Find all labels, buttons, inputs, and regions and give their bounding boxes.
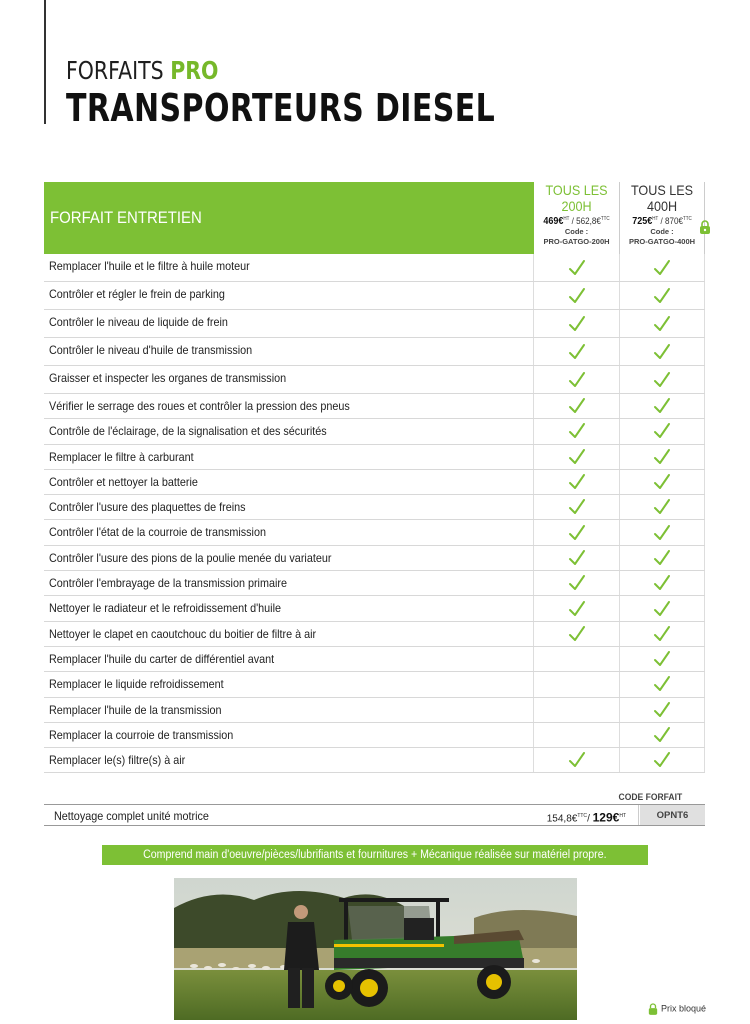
table-row <box>44 495 705 520</box>
lock-icon <box>648 1003 658 1015</box>
cell-400h <box>620 748 705 772</box>
table-row <box>44 698 705 723</box>
table-row <box>44 338 705 366</box>
cell-200h <box>534 622 620 646</box>
table-row <box>44 596 705 621</box>
cell-200h <box>534 338 620 365</box>
check-icon <box>653 448 671 466</box>
cell-200h <box>534 310 620 337</box>
utility-vehicle-photo <box>174 878 577 1020</box>
check-icon <box>568 397 586 415</box>
table-row <box>44 419 705 444</box>
check-icon <box>568 751 586 769</box>
row-label: Remplacer le filtre à carburant <box>44 445 534 469</box>
maintenance-table <box>44 182 705 773</box>
table-row <box>44 310 705 338</box>
column-interval: 400H <box>646 198 678 214</box>
cell-400h <box>620 495 705 519</box>
check-icon <box>653 549 671 567</box>
check-icon <box>653 726 671 744</box>
cell-200h <box>534 546 620 570</box>
check-icon <box>568 549 586 567</box>
check-icon <box>653 287 671 305</box>
header-accent-bar <box>44 0 46 124</box>
cell-200h <box>534 647 620 671</box>
row-label: Contrôler le niveau d'huile de transmission <box>44 338 534 365</box>
check-icon <box>568 448 586 466</box>
check-icon <box>653 343 671 361</box>
row-label: Contrôler l'usure des pions de la poulie menée du variateur <box>44 546 534 570</box>
check-icon <box>568 371 586 389</box>
cell-400h <box>620 366 705 393</box>
table-row <box>44 723 705 748</box>
cell-200h <box>534 445 620 469</box>
prix-bloque-label: Prix bloqué <box>661 1003 707 1014</box>
cell-200h <box>534 596 620 620</box>
section-header <box>44 182 534 254</box>
column-400h <box>620 182 705 254</box>
row-label: Remplacer l'huile de la transmission <box>44 698 534 722</box>
cell-200h <box>534 366 620 393</box>
cell-400h <box>620 470 705 494</box>
table-row <box>44 622 705 647</box>
column-code: PRO-GATGO-400H <box>628 237 696 246</box>
table-row <box>44 546 705 571</box>
row-label: Remplacer l'huile du carter de différentiel avant <box>44 647 534 671</box>
cell-400h <box>620 546 705 570</box>
check-icon <box>568 498 586 516</box>
cell-200h <box>534 672 620 696</box>
code-label: Code : <box>564 227 589 236</box>
column-interval: 200H <box>561 198 592 214</box>
table-row <box>44 520 705 545</box>
check-icon <box>653 600 671 618</box>
column-title: TOUS LES <box>630 182 694 198</box>
table-row <box>44 672 705 697</box>
cell-200h <box>534 571 620 595</box>
check-icon <box>568 287 586 305</box>
check-icon <box>568 422 586 440</box>
cell-200h <box>534 470 620 494</box>
check-icon <box>653 625 671 643</box>
extra-service-price: 154,8€$^{TTC}$/ 129€$^{HT}$ <box>484 805 639 825</box>
check-icon <box>653 524 671 542</box>
cell-200h <box>534 394 620 418</box>
check-icon <box>653 574 671 592</box>
check-icon <box>653 259 671 277</box>
table-row <box>44 394 705 419</box>
check-icon <box>653 315 671 333</box>
row-label: Graisser et inspecter les organes de transmission <box>44 366 534 393</box>
cell-400h <box>620 672 705 696</box>
cell-200h <box>534 748 620 772</box>
cell-200h <box>534 495 620 519</box>
cell-400h <box>620 596 705 620</box>
cell-200h <box>534 282 620 309</box>
cell-400h <box>620 445 705 469</box>
check-icon <box>653 371 671 389</box>
cell-200h <box>534 254 620 281</box>
check-icon <box>653 498 671 516</box>
lock-icon <box>699 220 711 234</box>
table-row <box>44 445 705 470</box>
row-label: Contrôler l'embrayage de la transmission primaire <box>44 571 534 595</box>
code-forfait-header: CODE FORFAIT <box>618 792 683 803</box>
check-icon <box>653 473 671 491</box>
row-label: Nettoyer le radiateur et le refroidissement d'huile <box>44 596 534 620</box>
table-row <box>44 282 705 310</box>
table-row <box>44 647 705 672</box>
cell-400h <box>620 571 705 595</box>
row-label: Contrôler et régler le frein de parking <box>44 282 534 309</box>
column-price: 725€$^{HT}$ / 870€$^{TTC}$ <box>632 216 692 227</box>
cell-200h <box>534 419 620 443</box>
check-icon <box>568 625 586 643</box>
extra-service-label: Nettoyage complet unité motrice <box>54 809 209 823</box>
row-label: Remplacer la courroie de transmission <box>44 723 534 747</box>
row-label: Remplacer le liquide refroidissement <box>44 672 534 696</box>
check-icon <box>568 574 586 592</box>
cell-400h <box>620 520 705 544</box>
check-icon <box>653 751 671 769</box>
check-icon <box>568 473 586 491</box>
check-icon <box>653 422 671 440</box>
table-body <box>44 254 705 773</box>
check-icon <box>653 675 671 693</box>
column-200h <box>534 182 620 254</box>
extra-service-code: OPNT6 <box>640 805 705 825</box>
table-row <box>44 470 705 495</box>
row-label: Remplacer l'huile et le filtre à huile moteur <box>44 254 534 281</box>
cell-400h <box>620 394 705 418</box>
column-code: PRO-GATGO-200H <box>543 237 610 246</box>
row-label: Contrôle de l'éclairage, de la signalisation et des sécurités <box>44 419 534 443</box>
section-label: FORFAIT ENTRETIEN <box>50 208 202 227</box>
code-label: Code : <box>650 227 674 236</box>
row-label: Remplacer le(s) filtre(s) à air <box>44 748 534 772</box>
cell-400h <box>620 338 705 365</box>
extra-service-row <box>44 804 705 826</box>
row-label: Vérifier le serrage des roues et contrôler la pression des pneus <box>44 394 534 418</box>
table-row <box>44 254 705 282</box>
check-icon <box>653 701 671 719</box>
page-title-line1: FORFAITS PRO <box>66 56 219 85</box>
cell-400h <box>620 254 705 281</box>
cell-400h <box>620 282 705 309</box>
cell-200h <box>534 520 620 544</box>
cell-200h <box>534 723 620 747</box>
row-label: Contrôler l'état de la courroie de transmission <box>44 520 534 544</box>
row-label: Nettoyer le clapet en caoutchouc du boitier de filtre à air <box>44 622 534 646</box>
cell-400h <box>620 723 705 747</box>
check-icon <box>653 650 671 668</box>
cell-400h <box>620 698 705 722</box>
row-label: Contrôler et nettoyer la batterie <box>44 470 534 494</box>
table-row <box>44 571 705 596</box>
row-label: Contrôler l'usure des plaquettes de freins <box>44 495 534 519</box>
column-title: TOUS LES <box>545 182 608 198</box>
column-price: 469€$^{HT}$ / 562,8€$^{TTC}$ <box>543 216 610 227</box>
check-icon <box>568 343 586 361</box>
cell-400h <box>620 310 705 337</box>
prix-bloque-legend <box>648 1003 706 1015</box>
check-icon <box>568 600 586 618</box>
row-label: Contrôler le niveau de liquide de frein <box>44 310 534 337</box>
check-icon <box>653 397 671 415</box>
cell-400h <box>620 647 705 671</box>
check-icon <box>568 315 586 333</box>
cell-400h <box>620 622 705 646</box>
check-icon <box>568 524 586 542</box>
page-title: TRANSPORTEURS DIESEL <box>66 86 496 130</box>
table-row <box>44 366 705 394</box>
table-header <box>44 182 705 254</box>
cell-200h <box>534 698 620 722</box>
info-banner: Comprend main d'oeuvre/pièces/lubrifiants et fournitures + Mécanique réalisée sur matériel propre. <box>102 845 648 865</box>
table-row <box>44 748 705 773</box>
check-icon <box>568 259 586 277</box>
pro-accent: PRO <box>170 56 219 85</box>
cell-400h <box>620 419 705 443</box>
